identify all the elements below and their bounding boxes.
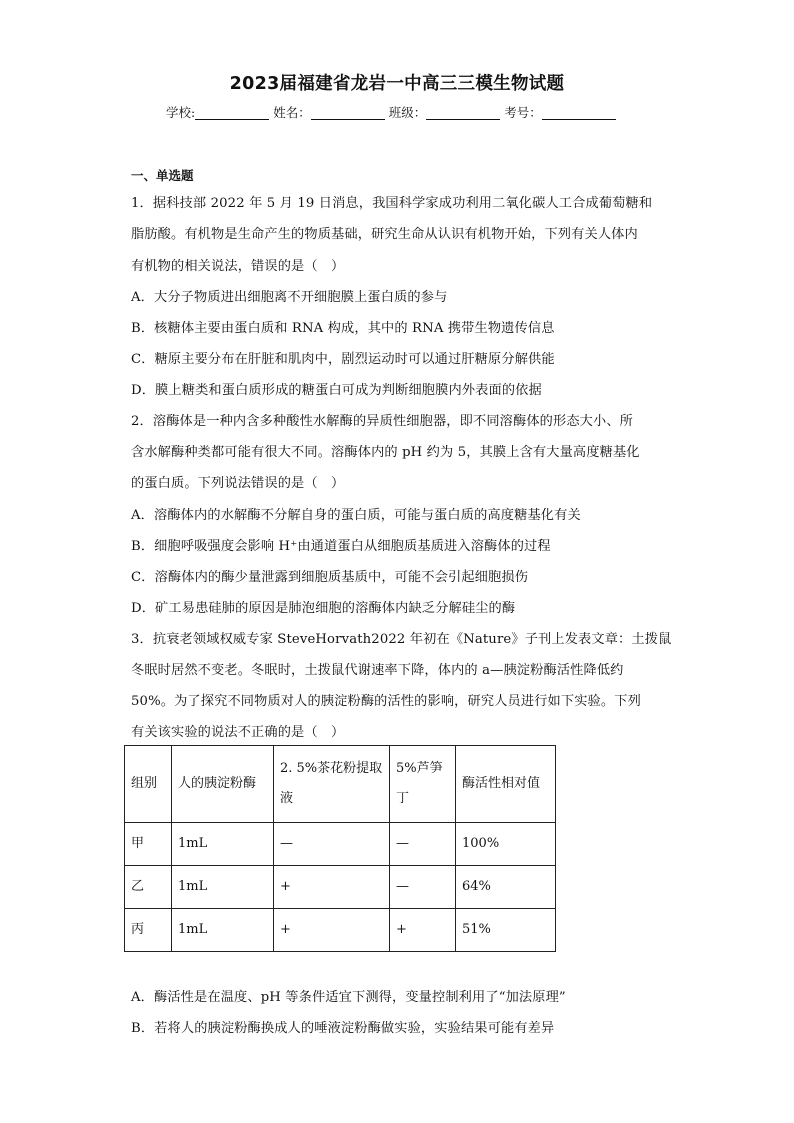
class-label: 班级： xyxy=(388,105,427,120)
option-line: D．膜上糖类和蛋白质形成的糖蛋白可成为判断细胞膜内外表面的依据 xyxy=(131,383,542,398)
question-line: 冬眠时居然不变老。冬眠时，土拨鼠代谢速率下降，体内的 a—胰淀粉酶活性降低约 xyxy=(131,663,624,678)
section-heading: 一、单选题 xyxy=(131,168,194,183)
table-cell: — xyxy=(274,823,390,866)
option-line: C．糖原主要分布在肝脏和肌肉中，剧烈运动时可以通过肝糖原分解供能 xyxy=(131,352,555,367)
table-header-cell: 5%芦笋丁 xyxy=(390,746,456,823)
school-blank[interactable] xyxy=(195,105,269,120)
table-row xyxy=(125,909,556,952)
experiment-table xyxy=(124,745,556,952)
option-line: C．溶酶体内的酶少量泄露到细胞质基质中，可能不会引起细胞损伤 xyxy=(131,570,529,585)
table-header-cell: 2. 5%茶花粉提取液 xyxy=(274,746,390,823)
table-cell: 100% xyxy=(456,823,556,866)
table-header-cell: 组别 xyxy=(125,746,172,823)
table-cell: 51% xyxy=(456,909,556,952)
table-cell: 1mL xyxy=(172,866,274,909)
table-cell: — xyxy=(390,823,456,866)
option-line: B．细胞呼吸强度会影响 H⁺由通道蛋白从细胞质基质进入溶酶体的过程 xyxy=(131,539,551,554)
page-title: 2023届福建省龙岩一中高三三模生物试题 xyxy=(229,74,565,94)
question-line: 3．抗衰老领域权威专家 SteveHorvath2022 年初在《Nature》子刊上发表文章：土拨鼠 xyxy=(131,632,672,647)
number-label: 考号： xyxy=(504,105,542,120)
table-header-cell: 人的胰淀粉酶 xyxy=(172,746,274,823)
number-blank[interactable] xyxy=(542,105,616,120)
name-label: 姓名： xyxy=(273,105,311,120)
question-line: 50%。为了探究不同物质对人的胰淀粉酶的活性的影响，研究人员进行如下实验。下列 xyxy=(131,694,641,709)
table-cell: 64% xyxy=(456,866,556,909)
class-blank[interactable] xyxy=(426,105,500,120)
option-line: A．溶酶体内的水解酶不分解自身的蛋白质，可能与蛋白质的高度糖基化有关 xyxy=(131,508,581,523)
table-cell: 丙 xyxy=(125,909,172,952)
question-line: 有机物的相关说法，错误的是（ ） xyxy=(131,259,345,274)
question-line: 2．溶酶体是一种内含多种酸性水解酶的异质性细胞器，即不同溶酶体的形态大小、所 xyxy=(131,414,634,429)
table-header-row xyxy=(125,746,556,823)
option-line: A．大分子物质进出细胞离不开细胞膜上蛋白质的参与 xyxy=(131,290,448,305)
option-line: B．若将人的胰淀粉酶换成人的唾液淀粉酶做实验，实验结果可能有差异 xyxy=(131,1021,555,1036)
table-cell: + xyxy=(274,866,390,909)
table-header-cell: 酶活性相对值 xyxy=(456,746,556,823)
question-line: 脂肪酸。有机物是生命产生的物质基础，研究生命从认识有机物开始，下列有关人体内 xyxy=(131,227,638,242)
question-line: 有关该实验的说法不正确的是（ ） xyxy=(131,725,345,740)
table-cell: 1mL xyxy=(172,909,274,952)
question-line: 含水解酶种类都可能有很大不同。溶酶体内的 pH 约为 5，其膜上含有大量高度糖基化 xyxy=(131,445,640,460)
question-line: 的蛋白质。下列说法错误的是（ ） xyxy=(131,476,345,491)
name-blank[interactable] xyxy=(311,105,385,120)
table-cell: + xyxy=(274,909,390,952)
table-cell: 甲 xyxy=(125,823,172,866)
table-cell: + xyxy=(390,909,456,952)
school-label: 学校: xyxy=(166,105,196,120)
table-row xyxy=(125,866,556,909)
option-line: D．矿工易患硅肺的原因是肺泡细胞的溶酶体内缺乏分解硅尘的酶 xyxy=(131,601,516,616)
table-cell: 1mL xyxy=(172,823,274,866)
table-row xyxy=(125,823,556,866)
option-line: B．核糖体主要由蛋白质和 RNA 构成，其中的 RNA 携带生物遗传信息 xyxy=(131,321,555,336)
table-cell: 乙 xyxy=(125,866,172,909)
question-line: 1．据科技部 2022 年 5 月 19 日消息，我国科学家成功利用二氧化碳人工合成葡萄糖和 xyxy=(131,196,653,211)
table-cell: — xyxy=(390,866,456,909)
student-info-row xyxy=(166,103,616,121)
option-line: A．酶活性是在温度、pH 等条件适宜下测得，变量控制利用了“加法原理” xyxy=(131,990,566,1005)
